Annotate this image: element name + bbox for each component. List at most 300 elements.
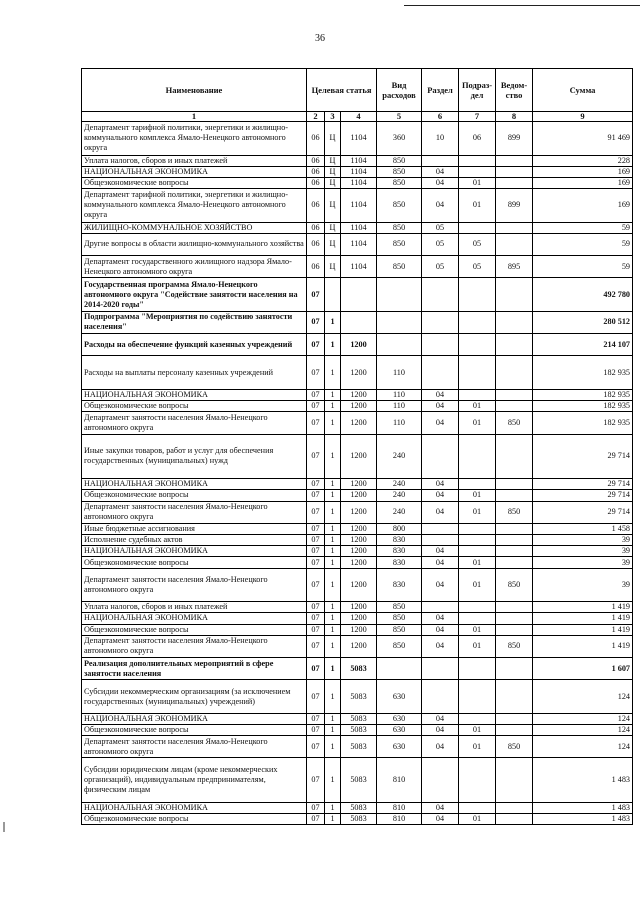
- cell-program-code: 07: [307, 490, 325, 501]
- table-row: [82, 535, 633, 546]
- cell-direction-code: 1104: [341, 233, 377, 255]
- table-row: [82, 311, 633, 333]
- cell-subsection: 01: [459, 189, 496, 223]
- cell-program-code: 07: [307, 758, 325, 803]
- cell-section: [422, 311, 459, 333]
- cell-expense-type: 850: [377, 233, 422, 255]
- table-row: [82, 758, 633, 803]
- cell-subprogram-code: 1: [325, 568, 341, 602]
- table-row: [82, 490, 633, 501]
- cell-subprogram-code: 1: [325, 311, 341, 333]
- page-number: 36: [315, 33, 325, 44]
- cell-direction-code: 1104: [341, 155, 377, 166]
- cell-section: [422, 680, 459, 714]
- cell-amount: 169: [533, 166, 633, 177]
- cell-program-code: 07: [307, 523, 325, 534]
- table-row: [82, 557, 633, 568]
- cell-subsection: 01: [459, 490, 496, 501]
- cell-name: НАЦИОНАЛЬНАЯ ЭКОНОМИКА: [82, 803, 307, 814]
- cell-direction-code: [341, 278, 377, 312]
- cell-direction-code: 1200: [341, 334, 377, 356]
- cell-department: [496, 814, 533, 825]
- cell-name: Департамент государственного жилищного надзора Ямало-Ненецкого автономного округа: [82, 256, 307, 278]
- cell-program-code: 07: [307, 724, 325, 735]
- cell-subprogram-code: 1: [325, 356, 341, 390]
- cell-section: [422, 334, 459, 356]
- cell-expense-type: 110: [377, 412, 422, 434]
- cell-subsection: [459, 523, 496, 534]
- cell-amount: 1 419: [533, 613, 633, 624]
- cell-program-code: 07: [307, 434, 325, 479]
- cell-name: Департамент занятости населения Ямало-Ненецкого автономного округа: [82, 736, 307, 758]
- cell-department: [496, 334, 533, 356]
- cell-subprogram-code: 1: [325, 736, 341, 758]
- cell-section: 04: [422, 635, 459, 657]
- header-expense-type: Вид расходов: [377, 69, 422, 112]
- cell-amount: 29 714: [533, 501, 633, 523]
- cell-expense-type: 630: [377, 736, 422, 758]
- cell-amount: 1 458: [533, 523, 633, 534]
- cell-name: Уплата налогов, сборов и иных платежей: [82, 602, 307, 613]
- cell-expense-type: 850: [377, 256, 422, 278]
- cell-direction-code: 5083: [341, 814, 377, 825]
- cell-direction-code: 1200: [341, 613, 377, 624]
- cell-subsection: [459, 713, 496, 724]
- cell-subsection: [459, 434, 496, 479]
- cell-subprogram-code: 1: [325, 546, 341, 557]
- cell-section: 05: [422, 256, 459, 278]
- cell-expense-type: 630: [377, 724, 422, 735]
- cell-program-code: 07: [307, 624, 325, 635]
- cell-direction-code: 1200: [341, 635, 377, 657]
- cell-subsection: [459, 680, 496, 714]
- cell-program-code: 06: [307, 233, 325, 255]
- cell-subsection: 01: [459, 814, 496, 825]
- cell-subprogram-code: 1: [325, 803, 341, 814]
- cell-department: [496, 557, 533, 568]
- cell-section: [422, 657, 459, 679]
- column-number: 6: [422, 112, 459, 122]
- header-subsection: Подраз-дел: [459, 69, 496, 112]
- table-row: [82, 434, 633, 479]
- cell-program-code: 06: [307, 177, 325, 188]
- cell-department: [496, 166, 533, 177]
- cell-amount: 39: [533, 535, 633, 546]
- cell-section: 04: [422, 401, 459, 412]
- cell-section: 04: [422, 814, 459, 825]
- cell-amount: 91 469: [533, 122, 633, 156]
- column-number: 1: [82, 112, 307, 122]
- cell-subprogram-code: 1: [325, 523, 341, 534]
- cell-section: 05: [422, 222, 459, 233]
- header-section: Раздел: [422, 69, 459, 112]
- cell-subprogram-code: Ц: [325, 122, 341, 156]
- column-number: 2: [307, 112, 325, 122]
- table-body: [82, 122, 633, 825]
- cell-subprogram-code: Ц: [325, 166, 341, 177]
- cell-amount: 169: [533, 189, 633, 223]
- cell-subprogram-code: 1: [325, 657, 341, 679]
- cell-amount: 1 419: [533, 602, 633, 613]
- cell-department: [496, 356, 533, 390]
- cell-department: [496, 155, 533, 166]
- column-number: 5: [377, 112, 422, 122]
- cell-program-code: 07: [307, 501, 325, 523]
- cell-expense-type: 850: [377, 635, 422, 657]
- table-row: [82, 233, 633, 255]
- cell-name: Департамент занятости населения Ямало-Ненецкого автономного округа: [82, 568, 307, 602]
- cell-expense-type: 630: [377, 713, 422, 724]
- cell-subsection: 01: [459, 177, 496, 188]
- cell-direction-code: [341, 311, 377, 333]
- cell-department: [496, 490, 533, 501]
- cell-subsection: [459, 155, 496, 166]
- cell-name: Расходы на обеспечение функций казенных учреждений: [82, 334, 307, 356]
- table-row: [82, 635, 633, 657]
- cell-subprogram-code: 1: [325, 479, 341, 490]
- cell-program-code: 07: [307, 680, 325, 714]
- cell-subprogram-code: 1: [325, 724, 341, 735]
- table-row: [82, 166, 633, 177]
- cell-amount: 1 483: [533, 758, 633, 803]
- cell-direction-code: 1200: [341, 523, 377, 534]
- cell-name: Государственная программа Ямало-Ненецкого автономного округа "Содействие занятости населения на 2014-2020 годы": [82, 278, 307, 312]
- cell-subsection: [459, 389, 496, 400]
- header-name: Наименование: [82, 69, 307, 112]
- cell-subsection: [459, 334, 496, 356]
- cell-department: [496, 222, 533, 233]
- cell-subprogram-code: Ц: [325, 189, 341, 223]
- cell-expense-type: 110: [377, 401, 422, 412]
- cell-section: [422, 434, 459, 479]
- cell-subsection: [459, 311, 496, 333]
- cell-subprogram-code: Ц: [325, 155, 341, 166]
- column-number-row: [82, 112, 633, 122]
- cell-department: 895: [496, 256, 533, 278]
- cell-program-code: 07: [307, 713, 325, 724]
- table-row: [82, 657, 633, 679]
- cell-subsection: [459, 546, 496, 557]
- cell-program-code: 07: [307, 736, 325, 758]
- cell-amount: 1 483: [533, 803, 633, 814]
- table-row: [82, 568, 633, 602]
- cell-expense-type: 850: [377, 166, 422, 177]
- table-row: [82, 680, 633, 714]
- cell-direction-code: 1200: [341, 356, 377, 390]
- cell-name: НАЦИОНАЛЬНАЯ ЭКОНОМИКА: [82, 613, 307, 624]
- cell-section: [422, 523, 459, 534]
- margin-mark: [3, 822, 5, 832]
- cell-section: 05: [422, 233, 459, 255]
- table-row: [82, 814, 633, 825]
- cell-expense-type: 830: [377, 546, 422, 557]
- cell-program-code: 06: [307, 122, 325, 156]
- cell-amount: 280 512: [533, 311, 633, 333]
- cell-subsection: 01: [459, 724, 496, 735]
- cell-section: 04: [422, 166, 459, 177]
- cell-department: 899: [496, 122, 533, 156]
- cell-expense-type: 360: [377, 122, 422, 156]
- table-row: [82, 401, 633, 412]
- cell-subsection: [459, 657, 496, 679]
- cell-expense-type: 850: [377, 155, 422, 166]
- cell-name: Департамент занятости населения Ямало-Ненецкого автономного округа: [82, 412, 307, 434]
- cell-section: 04: [422, 479, 459, 490]
- cell-name: Расходы на выплаты персоналу казенных учреждений: [82, 356, 307, 390]
- cell-program-code: 07: [307, 803, 325, 814]
- cell-section: 04: [422, 613, 459, 624]
- cell-section: [422, 602, 459, 613]
- cell-program-code: 07: [307, 479, 325, 490]
- table-row: [82, 389, 633, 400]
- cell-subprogram-code: 1: [325, 713, 341, 724]
- cell-subprogram-code: 1: [325, 557, 341, 568]
- cell-subsection: 01: [459, 501, 496, 523]
- cell-department: [496, 389, 533, 400]
- cell-department: [496, 177, 533, 188]
- cell-section: 04: [422, 389, 459, 400]
- cell-subsection: [459, 278, 496, 312]
- table-row: [82, 256, 633, 278]
- cell-subprogram-code: 1: [325, 613, 341, 624]
- table-row: [82, 613, 633, 624]
- cell-expense-type: 850: [377, 602, 422, 613]
- cell-amount: 214 107: [533, 334, 633, 356]
- cell-expense-type: 830: [377, 535, 422, 546]
- cell-subsection: 01: [459, 557, 496, 568]
- cell-section: 04: [422, 501, 459, 523]
- cell-amount: 1 607: [533, 657, 633, 679]
- cell-amount: 182 935: [533, 356, 633, 390]
- cell-subsection: 06: [459, 122, 496, 156]
- cell-expense-type: 240: [377, 501, 422, 523]
- cell-section: 04: [422, 568, 459, 602]
- cell-name: НАЦИОНАЛЬНАЯ ЭКОНОМИКА: [82, 166, 307, 177]
- cell-program-code: 07: [307, 412, 325, 434]
- cell-department: [496, 233, 533, 255]
- cell-expense-type: [377, 334, 422, 356]
- cell-program-code: 06: [307, 189, 325, 223]
- cell-subsection: [459, 613, 496, 624]
- cell-program-code: 07: [307, 613, 325, 624]
- cell-expense-type: [377, 657, 422, 679]
- cell-name: Иные закупки товаров, работ и услуг для обеспечения государственных (муниципальных) нужд: [82, 434, 307, 479]
- cell-subprogram-code: Ц: [325, 233, 341, 255]
- table-row: [82, 222, 633, 233]
- cell-name: Департамент занятости населения Ямало-Ненецкого автономного округа: [82, 501, 307, 523]
- cell-subprogram-code: 1: [325, 412, 341, 434]
- cell-subprogram-code: 1: [325, 334, 341, 356]
- cell-direction-code: 1200: [341, 401, 377, 412]
- cell-subsection: [459, 803, 496, 814]
- cell-program-code: 07: [307, 546, 325, 557]
- cell-section: [422, 356, 459, 390]
- cell-expense-type: 110: [377, 389, 422, 400]
- column-number: 3: [325, 112, 341, 122]
- cell-amount: 124: [533, 736, 633, 758]
- cell-direction-code: 1200: [341, 389, 377, 400]
- cell-department: [496, 724, 533, 735]
- header-department: Ведом-ство: [496, 69, 533, 112]
- cell-section: 04: [422, 624, 459, 635]
- cell-section: 04: [422, 490, 459, 501]
- cell-department: [496, 535, 533, 546]
- cell-name: Общеэкономические вопросы: [82, 624, 307, 635]
- table-row: [82, 334, 633, 356]
- table-row: [82, 479, 633, 490]
- cell-department: [496, 657, 533, 679]
- column-number: 8: [496, 112, 533, 122]
- header-target-article: Целевая статья: [307, 69, 377, 112]
- cell-amount: 1 419: [533, 624, 633, 635]
- cell-subsection: 01: [459, 401, 496, 412]
- cell-subsection: 05: [459, 256, 496, 278]
- cell-program-code: 07: [307, 602, 325, 613]
- cell-program-code: 07: [307, 278, 325, 312]
- cell-subprogram-code: Ц: [325, 177, 341, 188]
- cell-department: [496, 546, 533, 557]
- cell-subsection: 01: [459, 635, 496, 657]
- table-row: [82, 501, 633, 523]
- cell-amount: 29 714: [533, 490, 633, 501]
- cell-expense-type: 830: [377, 568, 422, 602]
- cell-program-code: 07: [307, 334, 325, 356]
- cell-subprogram-code: 1: [325, 758, 341, 803]
- cell-department: [496, 803, 533, 814]
- cell-expense-type: 850: [377, 222, 422, 233]
- cell-name: Уплата налогов, сборов и иных платежей: [82, 155, 307, 166]
- cell-program-code: 06: [307, 155, 325, 166]
- cell-amount: 182 935: [533, 401, 633, 412]
- cell-program-code: 07: [307, 568, 325, 602]
- cell-amount: 182 935: [533, 412, 633, 434]
- cell-subprogram-code: [325, 278, 341, 312]
- cell-section: 04: [422, 803, 459, 814]
- cell-subprogram-code: 1: [325, 389, 341, 400]
- cell-direction-code: 1104: [341, 166, 377, 177]
- table-row: [82, 736, 633, 758]
- cell-direction-code: 1200: [341, 624, 377, 635]
- table-row: [82, 155, 633, 166]
- cell-expense-type: 850: [377, 189, 422, 223]
- cell-direction-code: 1104: [341, 177, 377, 188]
- column-number: 9: [533, 112, 633, 122]
- cell-department: [496, 713, 533, 724]
- cell-department: 850: [496, 736, 533, 758]
- cell-amount: 59: [533, 233, 633, 255]
- table-row: [82, 624, 633, 635]
- cell-expense-type: 240: [377, 490, 422, 501]
- cell-expense-type: 810: [377, 814, 422, 825]
- cell-name: Общеэкономические вопросы: [82, 724, 307, 735]
- cell-name: Субсидии юридическим лицам (кроме некоммерческих организаций), индивидуальным предпринимателям, физическим лицам: [82, 758, 307, 803]
- cell-amount: 39: [533, 557, 633, 568]
- table-row: [82, 602, 633, 613]
- table-row: [82, 278, 633, 312]
- table-row: [82, 356, 633, 390]
- cell-direction-code: 1200: [341, 546, 377, 557]
- cell-program-code: 07: [307, 535, 325, 546]
- cell-department: [496, 434, 533, 479]
- cell-subprogram-code: 1: [325, 401, 341, 412]
- cell-department: [496, 613, 533, 624]
- cell-direction-code: 5083: [341, 724, 377, 735]
- budget-table: [81, 68, 633, 825]
- cell-direction-code: 5083: [341, 736, 377, 758]
- cell-subsection: 05: [459, 233, 496, 255]
- cell-direction-code: 1104: [341, 256, 377, 278]
- cell-subprogram-code: 1: [325, 635, 341, 657]
- cell-amount: 228: [533, 155, 633, 166]
- cell-expense-type: 810: [377, 803, 422, 814]
- cell-expense-type: 240: [377, 479, 422, 490]
- cell-name: Субсидии некоммерческим организациям (за исключением государственных (муниципальных) учреждений): [82, 680, 307, 714]
- table-row: [82, 412, 633, 434]
- cell-department: [496, 401, 533, 412]
- cell-direction-code: 1104: [341, 222, 377, 233]
- cell-subprogram-code: Ц: [325, 222, 341, 233]
- cell-expense-type: 810: [377, 758, 422, 803]
- cell-subsection: 01: [459, 736, 496, 758]
- cell-department: [496, 624, 533, 635]
- cell-subsection: [459, 166, 496, 177]
- cell-department: [496, 311, 533, 333]
- cell-expense-type: 850: [377, 613, 422, 624]
- cell-subsection: [459, 758, 496, 803]
- cell-section: 04: [422, 546, 459, 557]
- cell-direction-code: 1104: [341, 189, 377, 223]
- header-amount: Сумма: [533, 69, 633, 112]
- cell-direction-code: 1200: [341, 434, 377, 479]
- cell-name: Общеэкономические вопросы: [82, 557, 307, 568]
- cell-direction-code: 5083: [341, 680, 377, 714]
- cell-section: 04: [422, 736, 459, 758]
- cell-subprogram-code: 1: [325, 602, 341, 613]
- cell-department: 850: [496, 412, 533, 434]
- cell-amount: 182 935: [533, 389, 633, 400]
- cell-expense-type: 110: [377, 356, 422, 390]
- cell-direction-code: 1200: [341, 568, 377, 602]
- cell-subsection: 01: [459, 624, 496, 635]
- cell-name: НАЦИОНАЛЬНАЯ ЭКОНОМИКА: [82, 713, 307, 724]
- cell-program-code: 07: [307, 635, 325, 657]
- cell-direction-code: 5083: [341, 803, 377, 814]
- cell-name: Другие вопросы в области жилищно-коммунального хозяйства: [82, 233, 307, 255]
- table-row: [82, 523, 633, 534]
- cell-name: Исполнение судебных актов: [82, 535, 307, 546]
- cell-section: 04: [422, 177, 459, 188]
- cell-department: 899: [496, 189, 533, 223]
- cell-section: [422, 278, 459, 312]
- cell-amount: 29 714: [533, 479, 633, 490]
- cell-program-code: 07: [307, 356, 325, 390]
- cell-amount: 124: [533, 680, 633, 714]
- cell-direction-code: 1104: [341, 122, 377, 156]
- cell-subsection: [459, 602, 496, 613]
- cell-department: 850: [496, 635, 533, 657]
- cell-expense-type: 850: [377, 177, 422, 188]
- cell-expense-type: [377, 311, 422, 333]
- cell-program-code: 07: [307, 401, 325, 412]
- cell-department: [496, 602, 533, 613]
- cell-department: [496, 758, 533, 803]
- cell-subsection: 01: [459, 568, 496, 602]
- cell-program-code: 07: [307, 657, 325, 679]
- cell-name: НАЦИОНАЛЬНАЯ ЭКОНОМИКА: [82, 546, 307, 557]
- cell-section: 04: [422, 724, 459, 735]
- cell-expense-type: 830: [377, 557, 422, 568]
- cell-amount: 39: [533, 546, 633, 557]
